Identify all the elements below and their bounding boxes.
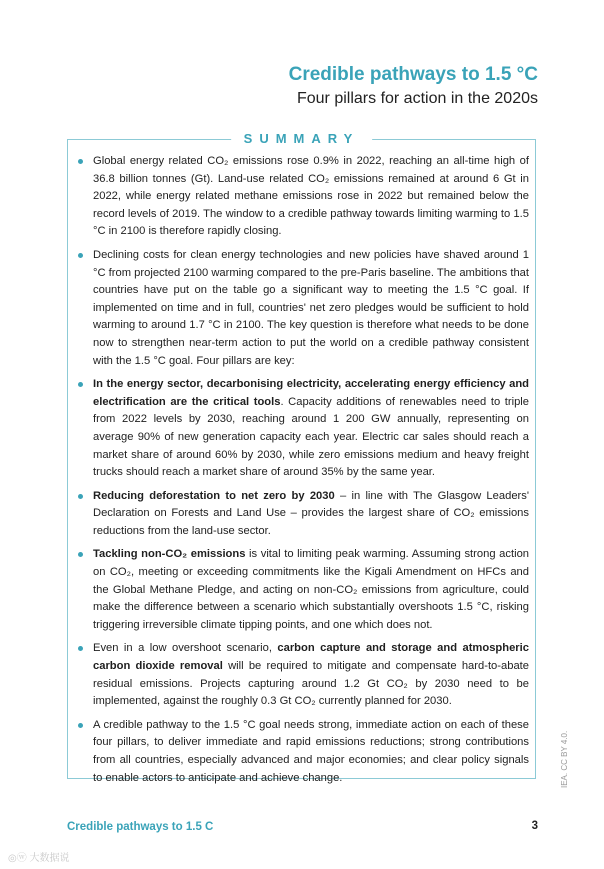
summary-item bbox=[78, 717, 529, 787]
summary-item-text: Declining costs for clean energy technologies and new policies have shaved around 1 °C from projected 2100 warming compared to the pre-Paris baseline. The ambitions that countries have put on the table go a significant way to meeting the 1.5 °C goal. If implemented on time and in full, countries' net zero pledges would be sufficient to hold warming to around 1.7 °C in 2100. The key question is therefore what needs to be done now to strengthen near-term action to put the world on a credible pathway consistent with the 1.5 °C goal. Four pillars are key: bbox=[93, 248, 529, 367]
license-credit: IEA. CC BY 4.0. bbox=[560, 730, 569, 788]
bullet-dot-icon bbox=[78, 159, 83, 164]
summary-item-emphasis: In the energy sector, decarbonising electricity, accelerating energy efficiency and electrification are the critical tools bbox=[93, 378, 529, 408]
summary-item bbox=[78, 247, 529, 370]
summary-item-text: is vital to limiting peak warming. Assuming strong action on CO₂, meeting or exceeding commitments like the Kigali Amendment on HFCs and the Global Methane Pledge, and acting on non-CO₂ emissions from agriculture, could make the difference between a scenario which substantially overshoots 1.5 °C, risking triggering irreversible climate tipping points, and one which does not. bbox=[93, 548, 530, 631]
summary-item-text: will be required to mitigate and compensate hard-to-abate residual emissions. Projects capturing around 1.2 Gt CO₂ by 2030 need to be implemented, against the roughly 0.3 Gt CO₂ currently planned for 2030. bbox=[93, 660, 529, 708]
summary-item bbox=[78, 488, 529, 541]
summary-item-emphasis: Tackling non-CO₂ emissions bbox=[93, 548, 246, 561]
summary-item-text: Global energy related CO₂ emissions rose 0.9% in 2022, reaching an all-time high of 36.8 billion tonnes (Gt). Land-use related CO₂ emissions remained at around 6 Gt in 2022, while energy related methane emissions rose in 2022 but remained below the record levels of 2019. The window to a credible pathway towards limiting warming to 1.5 °C in 2100 is therefore rapidly closing. bbox=[93, 155, 529, 238]
watermark bbox=[8, 849, 70, 864]
bullet-dot-icon bbox=[78, 382, 83, 387]
summary-item bbox=[78, 640, 529, 710]
bullet-dot-icon bbox=[78, 253, 83, 258]
summary-item-text: Even in a low overshoot scenario, bbox=[93, 642, 278, 655]
page-subtitle: Four pillars for action in the 2020s bbox=[296, 90, 538, 107]
summary-item bbox=[78, 376, 529, 482]
summary-item-emphasis: carbon capture and storage and atmospheric carbon dioxide removal bbox=[93, 642, 529, 673]
summary-box bbox=[67, 131, 536, 784]
bullet-dot-icon bbox=[78, 723, 83, 728]
summary-item bbox=[78, 546, 529, 634]
watermark-text: 大数据说 bbox=[29, 853, 70, 864]
summary-heading: SUMMARY bbox=[231, 131, 373, 146]
summary-item-text: A credible pathway to the 1.5 °C goal needs strong, immediate action on each of these four pillars, to deliver immediate and rapid emissions reductions; strong contributions from all countries, especially advanced and major economies; and clear policy signals to enable actors to anticipate and achieve change. bbox=[93, 718, 529, 784]
bullet-dot-icon bbox=[78, 552, 83, 557]
bullet-dot-icon bbox=[78, 494, 83, 499]
summary-item-text: – in line with The Glasgow Leaders' Declaration on Forests and Land Use – provides the largest share of CO₂ emissions reductions from the land-use sector. bbox=[93, 489, 529, 537]
page-title: Credible pathways to 1.5 °C bbox=[288, 64, 538, 85]
bullet-dot-icon bbox=[78, 646, 83, 651]
weibo-icon: ◎ⓦ bbox=[8, 853, 27, 864]
summary-list bbox=[78, 153, 529, 793]
summary-item-text: . Capacity additions of renewables need to triple from 2022 levels by 2030, reaching around 1 200 GW annually, representing on average 90% of new generation capacity each year. Electric car sales should reach a market share of around 60% by 2030, while zero emissions medium and heavy freight trucks should reach a market share of around 35% by the same year. bbox=[93, 395, 529, 479]
summary-item-emphasis: Reducing deforestation to net zero by 2030 bbox=[93, 489, 335, 502]
page-number: 3 bbox=[531, 820, 538, 832]
summary-item bbox=[78, 153, 529, 241]
footer-title: Credible pathways to 1.5 C bbox=[67, 821, 214, 833]
